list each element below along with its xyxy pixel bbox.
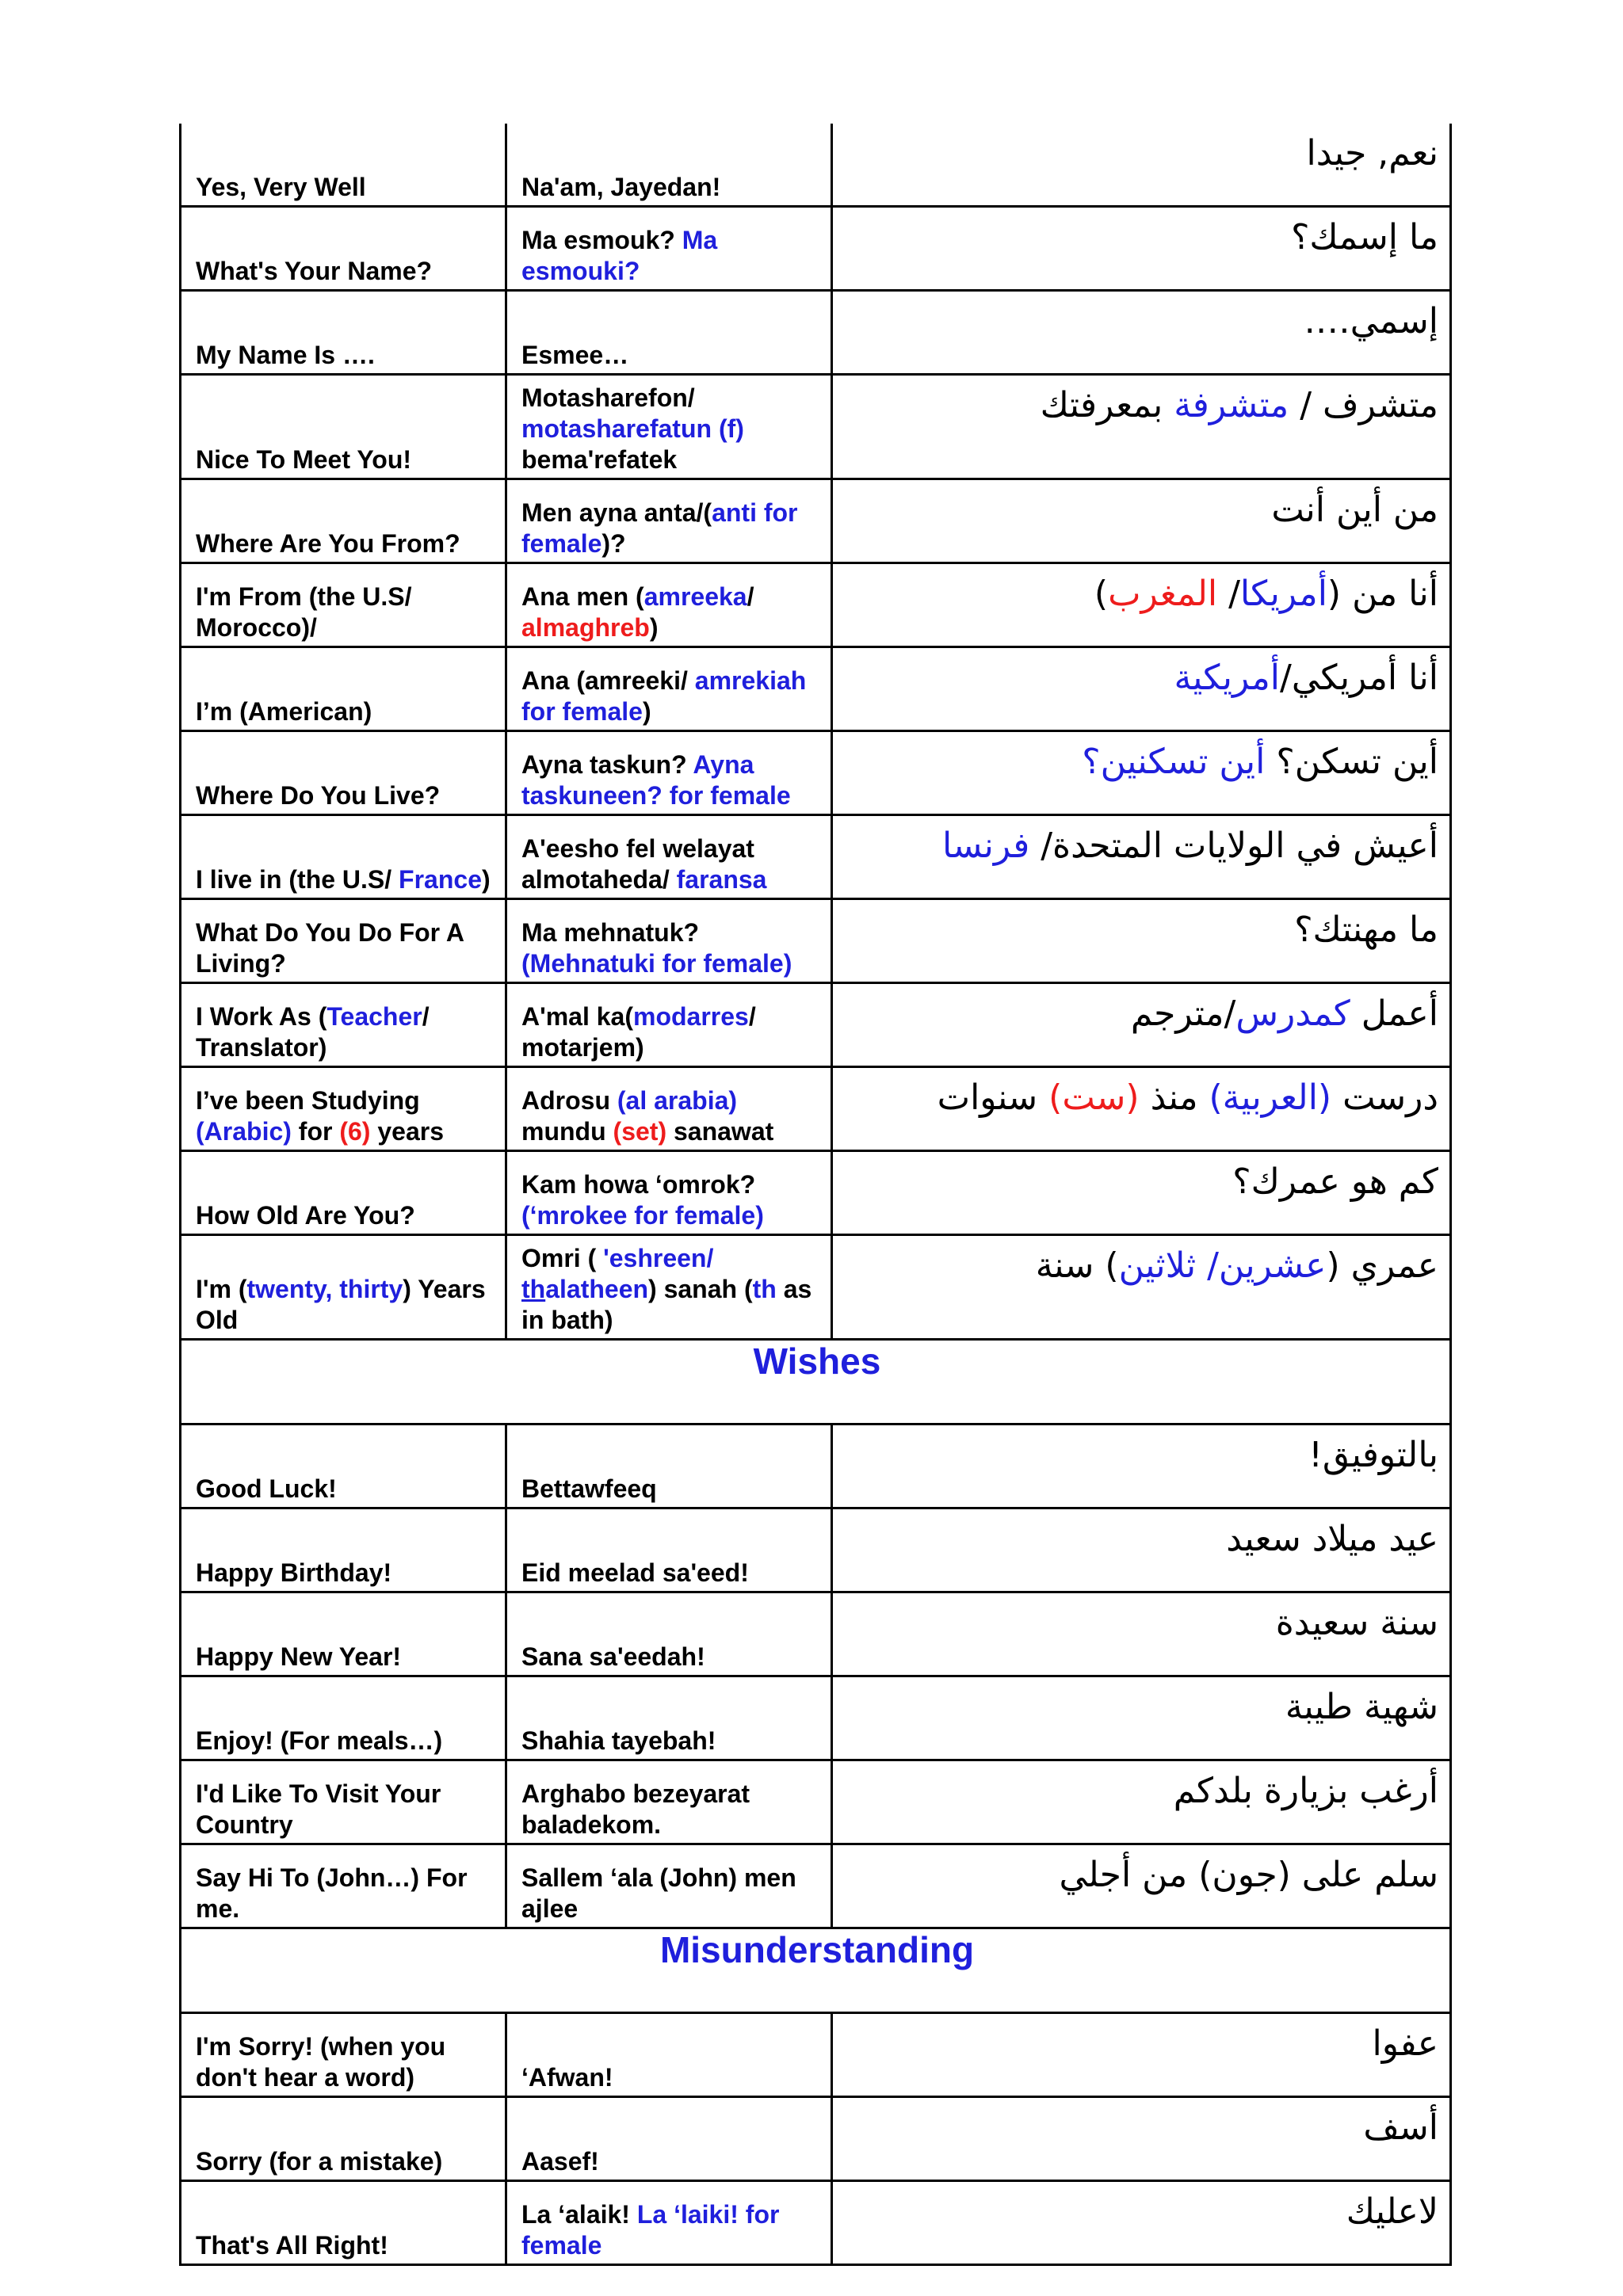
english-phrase [181,563,506,647]
arabic-phrase-segment: عفوا [1372,2023,1438,2064]
arabic-phrase-segment: أرغب بزيارة بلدكم [1173,1771,1438,1811]
transliteration-segment: Kam howa ‘omrok? [521,1170,756,1199]
english-phrase-segment: Say Hi To (John…) For me. [196,1863,468,1923]
arabic-phrase-segment: سنوات [937,1077,1049,1118]
english-phrase-segment: Yes, Very Well [196,173,366,201]
transliteration [506,291,832,375]
table-row [181,731,1451,815]
transliteration [506,207,832,291]
arabic-phrase-segment: /مترجم [1130,994,1236,1034]
phrase-table [179,124,1452,2266]
table-row [181,375,1451,479]
section-heading [181,1928,1451,2013]
arabic-phrase-segment: ) [1094,574,1109,614]
table-row [181,899,1451,983]
english-phrase [181,731,506,815]
table-row [181,207,1451,291]
transliteration-segment: amreeka [643,582,747,611]
transliteration-segment: Esmee… [521,341,629,369]
transliteration-segment: A'mal ka( [521,1002,633,1031]
transliteration-segment: (Mehnatuki for female) [521,949,792,978]
english-phrase [181,479,506,563]
arabic-phrase-segment: درست [1331,1077,1438,1118]
english-phrase [181,1760,506,1844]
table-row [181,1844,1451,1928]
arabic-phrase-segment: بالتوفيق! [1308,1435,1438,1475]
table-row [181,2013,1451,2097]
table-row [181,1676,1451,1760]
arabic-phrase-segment: أسف [1363,2107,1438,2148]
arabic-phrase-segment: عيد ميلاد سعيد [1226,1519,1438,1559]
transliteration-segment: )? [601,529,626,558]
arabic-phrase-segment: منذ [1139,1077,1209,1118]
transliteration-segment: bema'refatek [521,445,678,474]
arabic-phrase-segment: عشرين/ ثلاثين [1118,1245,1327,1286]
arabic-phrase-segment: / [1217,574,1240,614]
english-phrase [181,1592,506,1676]
section-heading-row [181,1340,1451,1425]
table-row [181,291,1451,375]
english-phrase-segment: Enjoy! (For meals…) [196,1726,443,1755]
english-phrase-segment: I'd Like To Visit Your Country [196,1779,441,1839]
transliteration [506,1508,832,1592]
arabic-phrase [832,207,1451,291]
arabic-phrase [832,124,1451,207]
english-phrase [181,1676,506,1760]
section-heading-row [181,1928,1451,2013]
english-phrase [181,2013,506,2097]
transliteration [506,1067,832,1151]
arabic-phrase [832,1235,1451,1340]
arabic-phrase [832,1508,1451,1592]
english-phrase-segment: That's All Right! [196,2231,388,2260]
transliteration [506,563,832,647]
transliteration-segment: 'eshreen/ [603,1244,714,1272]
arabic-phrase-segment: عمري ( [1326,1245,1438,1286]
table-row [181,1235,1451,1340]
arabic-phrase [832,899,1451,983]
transliteration-segment: alatheen [545,1275,649,1303]
transliteration-segment: Na'am, Jayedan! [521,173,721,201]
transliteration-segment: th [752,1275,777,1303]
transliteration-segment: Ayna taskun? [521,750,693,779]
english-phrase [181,983,506,1067]
arabic-phrase-segment: لاعليك [1346,2191,1438,2232]
arabic-phrase [832,2013,1451,2097]
transliteration-segment: Men ayna anta/( [521,498,712,527]
section-heading [181,1340,1451,1425]
transliteration-segment: Bettawfeeq [521,1474,657,1503]
english-phrase [181,899,506,983]
arabic-phrase [832,1425,1451,1508]
table-row [181,1425,1451,1508]
table-row [181,815,1451,899]
english-phrase-segment: I live in (the U.S/ [196,865,399,894]
transliteration-segment: ) [642,697,651,726]
english-phrase-segment: (Arabic) [196,1117,292,1146]
english-phrase-segment: I’m (American) [196,697,372,726]
transliteration-segment: Ayna taskuneen? for female [521,750,791,810]
table-row [181,1592,1451,1676]
arabic-phrase-segment: (ست) [1048,1077,1140,1118]
arabic-phrase-segment: أين تسكن؟ [1265,742,1438,782]
transliteration [506,1592,832,1676]
english-phrase [181,647,506,731]
arabic-phrase [832,2181,1451,2265]
english-phrase [181,1151,506,1235]
arabic-phrase [832,1844,1451,1928]
arabic-phrase-segment: أين تسكنين؟ [1082,742,1266,782]
arabic-phrase-segment: أعمل [1350,994,1438,1034]
arabic-phrase [832,563,1451,647]
table-row [181,2181,1451,2265]
english-phrase-segment: ) Years Old [196,1275,486,1334]
transliteration [506,124,832,207]
transliteration-segment: La ‘alaik! [521,2200,637,2229]
transliteration [506,2097,832,2181]
transliteration-segment: La ‘laiki! for female [521,2200,780,2260]
arabic-phrase [832,1760,1451,1844]
transliteration-segment: almaghreb [521,613,650,642]
transliteration-segment: mundu [521,1117,613,1146]
arabic-phrase-segment: بمعرفتك [1040,385,1174,425]
arabic-phrase [832,1592,1451,1676]
table-row [181,1151,1451,1235]
transliteration-segment: sanawat [666,1117,774,1146]
transliteration-segment: Eid meelad sa'eed! [521,1558,749,1587]
english-phrase-segment: for [291,1117,340,1146]
arabic-phrase [832,479,1451,563]
table-row [181,563,1451,647]
english-phrase-segment: Good Luck! [196,1474,337,1503]
arabic-phrase-segment: كمدرس [1235,994,1350,1034]
english-phrase [181,1508,506,1592]
transliteration-segment: as in bath) [521,1275,812,1334]
english-phrase [181,1067,506,1151]
arabic-phrase-segment: ما إسمك؟ [1291,217,1438,257]
transliteration [506,1235,832,1340]
transliteration [506,815,832,899]
english-phrase [181,124,506,207]
transliteration-segment: th [521,1275,546,1303]
english-phrase-segment: I'm Sorry! (when you don't hear a word) [196,2032,446,2092]
transliteration-segment: Aasef! [521,2147,599,2176]
transliteration [506,479,832,563]
transliteration-segment: Motasharefon/ [521,383,695,412]
english-phrase [181,1844,506,1928]
transliteration-segment: faransa [676,865,767,894]
transliteration-segment: ) sanah ( [648,1275,753,1303]
arabic-phrase-segment: كم هو عمرك؟ [1232,1161,1438,1202]
english-phrase-segment: Nice To Meet You! [196,445,412,474]
english-phrase [181,2097,506,2181]
english-phrase-segment: I’ve been Studying [196,1086,420,1115]
english-phrase-segment: France [399,865,482,894]
table-row [181,1508,1451,1592]
arabic-phrase-segment: ) سنة [1035,1245,1119,1286]
arabic-phrase-segment: سلم على (جون) من أجلي [1059,1855,1438,1895]
transliteration [506,1676,832,1760]
english-phrase-segment: How Old Are You? [196,1201,415,1230]
english-phrase [181,375,506,479]
transliteration-segment: Arghabo bezeyarat baladekom. [521,1779,750,1839]
transliteration [506,1760,832,1844]
transliteration-segment: Omri ( [521,1244,604,1272]
arabic-phrase [832,375,1451,479]
english-phrase [181,815,506,899]
english-phrase-segment: (6) [339,1117,371,1146]
arabic-phrase-segment: نعم, جيدا [1306,133,1438,174]
arabic-phrase [832,731,1451,815]
transliteration-segment: Sallem ‘ala (John) men ajlee [521,1863,796,1923]
transliteration-segment: Ana men ( [521,582,644,611]
arabic-phrase [832,815,1451,899]
transliteration-segment: / [747,582,754,611]
transliteration-segment: Ma mehnatuk? [521,918,700,947]
english-phrase-segment: Where Do You Live? [196,781,441,810]
arabic-phrase-segment: من أين أنت [1271,490,1438,530]
transliteration [506,1151,832,1235]
arabic-phrase [832,647,1451,731]
arabic-phrase-segment: أمريكا [1239,574,1327,614]
english-phrase-segment: Sorry (for a mistake) [196,2147,443,2176]
english-phrase-segment: Where Are You From? [196,529,460,558]
transliteration [506,899,832,983]
arabic-phrase [832,1067,1451,1151]
english-phrase [181,2181,506,2265]
english-phrase-segment: years [370,1117,444,1146]
arabic-phrase-segment: أعيش في الولايات المتحدة/ [1029,826,1438,866]
transliteration-segment: (set) [613,1117,667,1146]
arabic-phrase [832,983,1451,1067]
english-phrase-segment: Happy New Year! [196,1642,402,1671]
english-phrase [181,1425,506,1508]
english-phrase-segment: twenty, thirty [246,1275,403,1303]
transliteration-segment: Adrosu [521,1086,617,1115]
arabic-phrase [832,291,1451,375]
english-phrase-segment: I Work As ( [196,1002,327,1031]
table-row [181,1067,1451,1151]
arabic-phrase [832,2097,1451,2181]
transliteration-segment: Sana sa'eedah! [521,1642,705,1671]
arabic-phrase-segment: أنا من ( [1327,574,1438,614]
table-row [181,647,1451,731]
transliteration-segment: Shahia tayebah! [521,1726,716,1755]
english-phrase-segment: My Name Is …. [196,341,375,369]
arabic-phrase-segment: إسمي…. [1304,301,1438,341]
transliteration-segment: anti for female [521,498,798,558]
table-row [181,124,1451,207]
arabic-phrase-segment: أمريكية [1174,658,1281,698]
transliteration-segment: Ma esmouk? [521,226,682,254]
transliteration-segment: A'eesho fel welayat almotaheda/ [521,834,754,894]
arabic-phrase [832,1151,1451,1235]
arabic-phrase-segment: ما مهنتك؟ [1294,910,1438,950]
arabic-phrase-segment: سنة سعيدة [1275,1603,1438,1643]
arabic-phrase-segment: المغرب [1108,574,1218,614]
english-phrase [181,291,506,375]
arabic-phrase-segment: أنا أمريكي/ [1280,658,1438,698]
transliteration-segment: (‘mrokee for female) [521,1201,764,1230]
transliteration-segment: (al arabia) [617,1086,738,1115]
transliteration-segment: motasharefatun (f) [521,414,744,443]
english-phrase-segment: I'm ( [196,1275,247,1303]
transliteration-segment: ) [649,613,659,642]
table-row [181,1760,1451,1844]
english-phrase-segment: What Do You Do For A Living? [196,918,464,978]
arabic-phrase-segment: متشرف / [1289,385,1438,425]
section-heading-segment: Misunderstanding [659,1929,975,1970]
transliteration [506,1425,832,1508]
transliteration [506,983,832,1067]
arabic-phrase-segment: فرنسا [942,826,1030,866]
transliteration [506,2181,832,2265]
phrase-table-body [181,124,1451,2265]
english-phrase [181,207,506,291]
transliteration [506,2013,832,2097]
arabic-phrase [832,1676,1451,1760]
transliteration [506,1844,832,1928]
table-row [181,983,1451,1067]
english-phrase-segment: I'm From (the U.S/ Morocco)/ [196,582,412,642]
arabic-phrase-segment: شهية طيبة [1285,1687,1438,1727]
arabic-phrase-segment: متشرفة [1174,385,1289,425]
english-phrase [181,1235,506,1340]
table-row [181,2097,1451,2181]
transliteration-segment: modarres [633,1002,749,1031]
english-phrase-segment: Happy Birthday! [196,1558,392,1587]
transliteration [506,647,832,731]
transliteration [506,375,832,479]
english-phrase-segment: / Translator) [196,1002,430,1062]
transliteration-segment: / motarjem) [521,1002,756,1062]
table-row [181,479,1451,563]
english-phrase-segment: Teacher [327,1002,422,1031]
english-phrase-segment: ) [481,865,491,894]
arabic-phrase-segment: (العربية) [1209,1077,1332,1118]
transliteration-segment: ‘Afwan! [521,2063,613,2092]
transliteration-segment: Ana (amreeki/ [521,666,695,695]
section-heading-segment: Wishes [753,1341,881,1382]
english-phrase-segment: What's Your Name? [196,257,433,285]
transliteration [506,731,832,815]
transliteration-segment: Ma esmouki? [521,226,718,285]
transliteration-segment: amrekiah for female [521,666,807,726]
